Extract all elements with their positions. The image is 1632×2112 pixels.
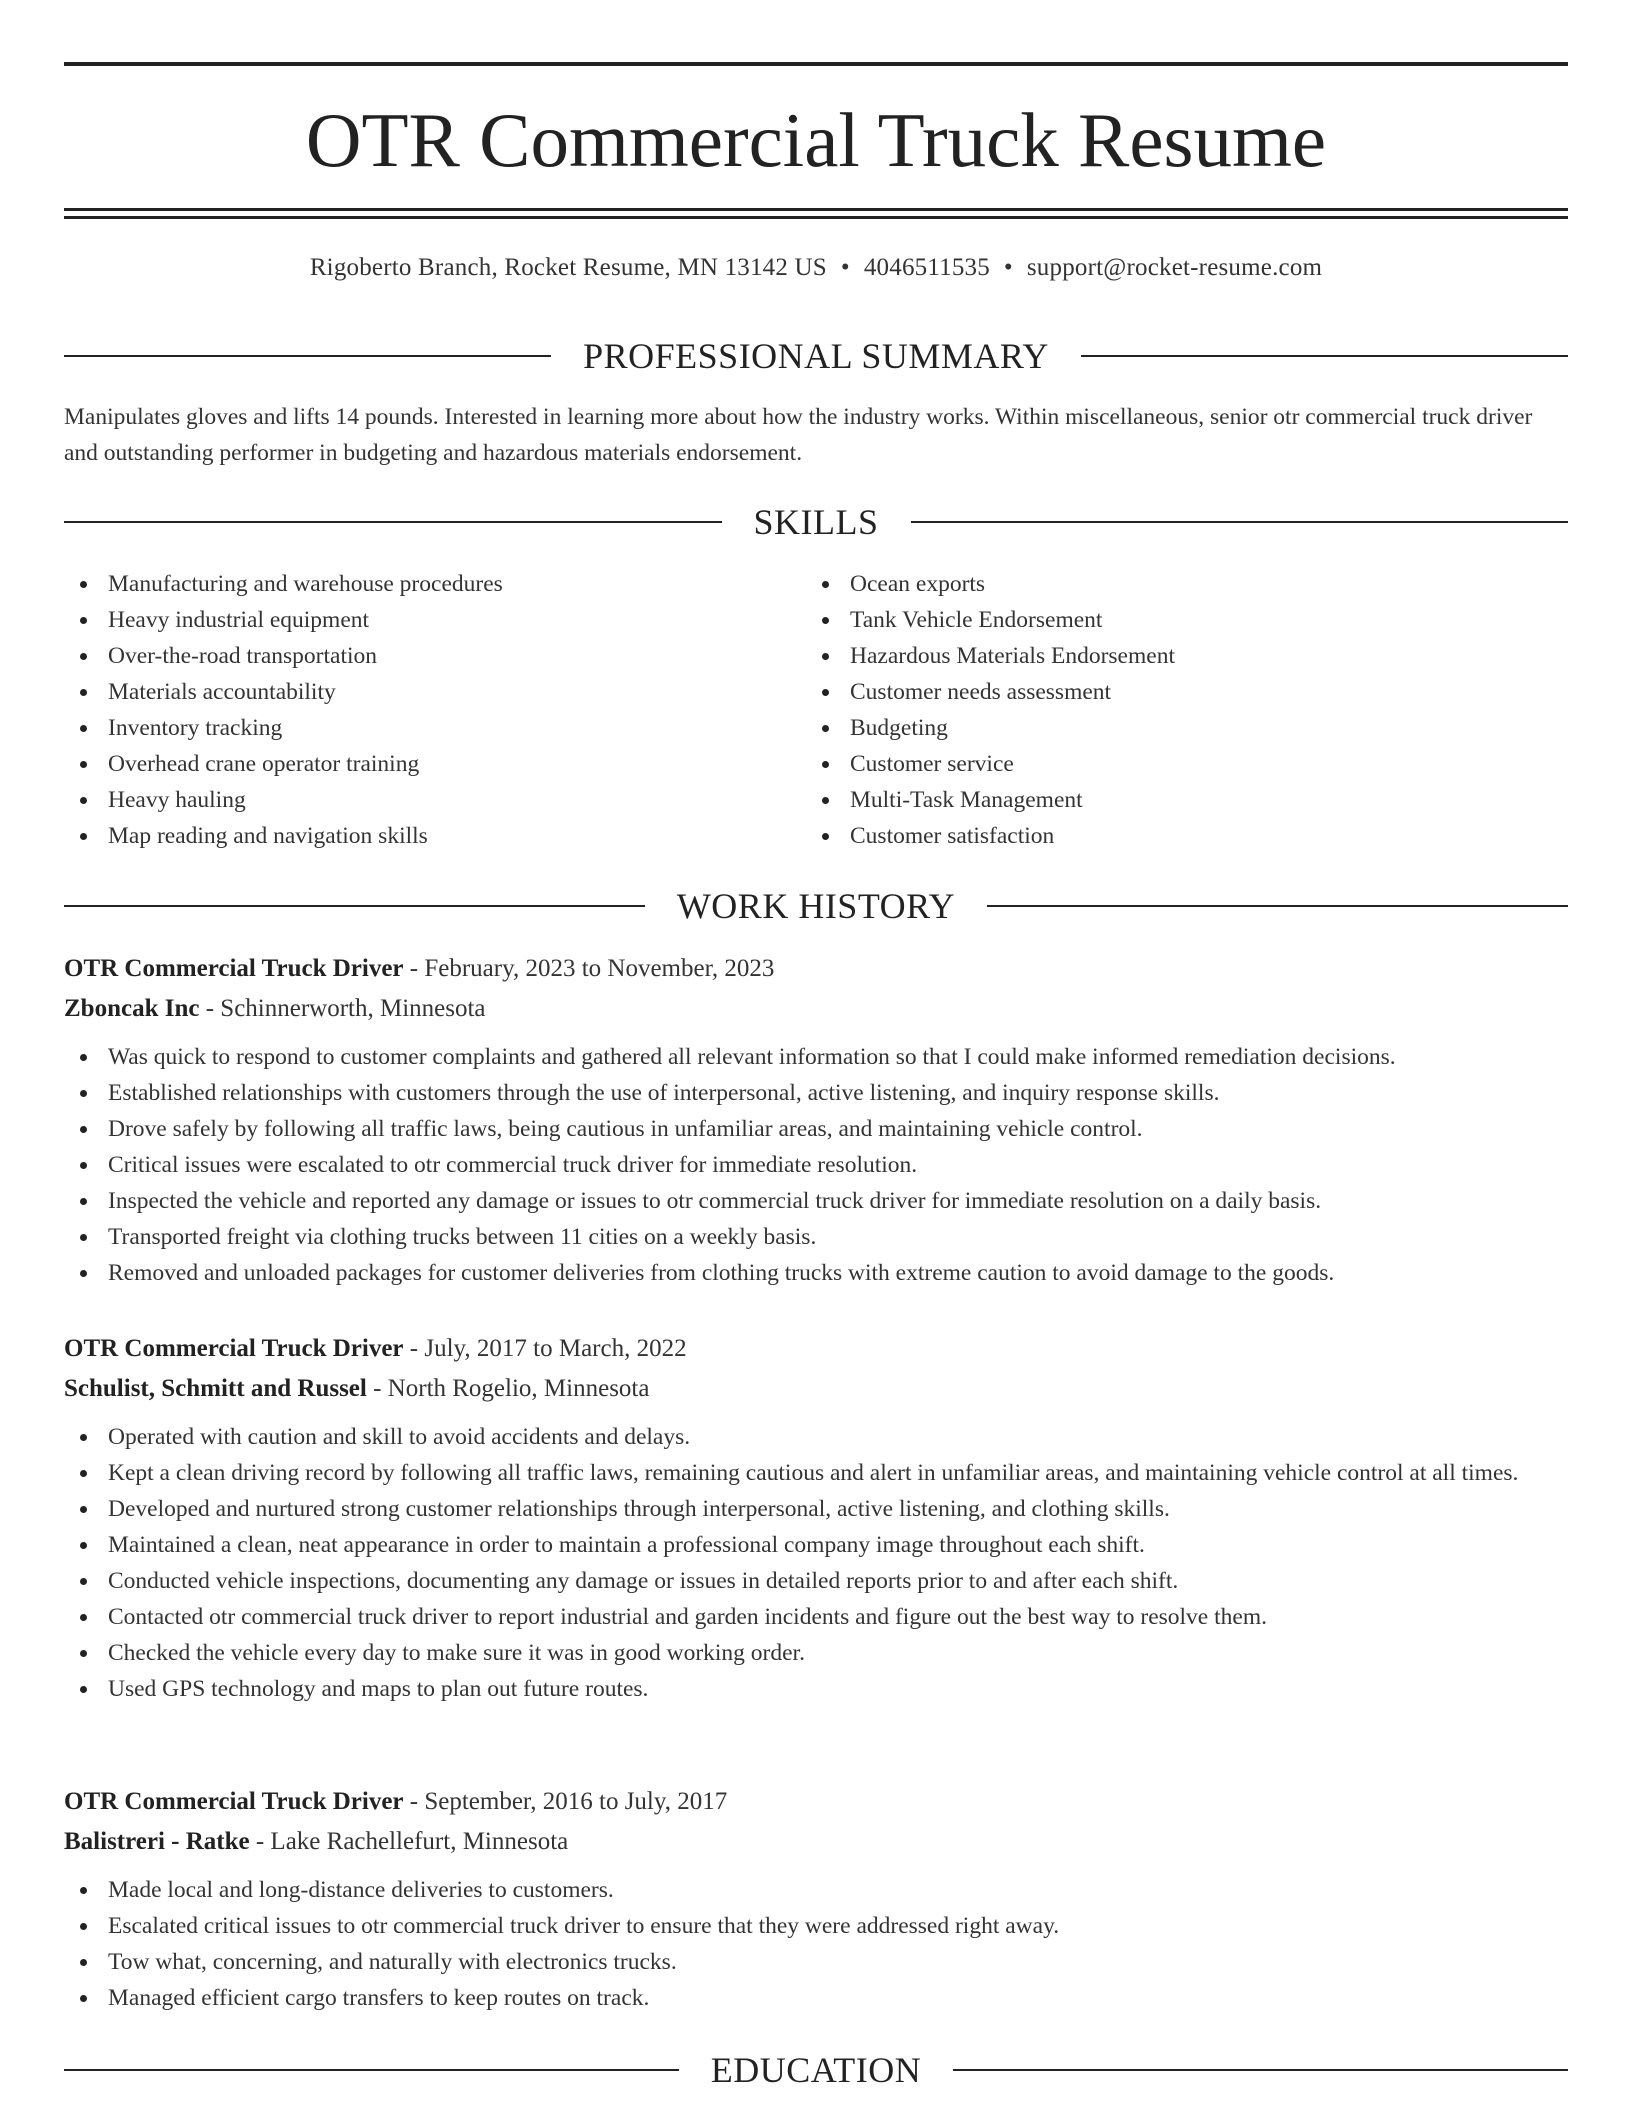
skill-item: Customer needs assessment (806, 674, 1566, 710)
contact-address: Rigoberto Branch, Rocket Resume, MN 13142 US (309, 254, 827, 281)
job-dates: - February, 2023 to November, 2023 (409, 955, 775, 982)
contact-separator: • (1003, 254, 1013, 281)
resume-title: OTR Commercial Truck Resume (305, 97, 1327, 183)
heading-rule (64, 521, 722, 523)
job-entry (64, 1782, 1568, 2016)
duty-item: Kept a clean driving record by following all traffic laws, remaining cautious and alert in unfamiliar areas, and maintaining vehicle control at all times. (64, 1455, 1568, 1491)
title-rule-lower (64, 216, 1568, 219)
job-header (64, 949, 1568, 989)
heading-rule (987, 905, 1568, 907)
job-employer (64, 989, 1568, 1029)
skill-item: Map reading and navigation skills (64, 818, 804, 854)
skill-item: Customer service (806, 746, 1566, 782)
company-name: Balistreri - Ratke (64, 1828, 250, 1855)
job-title: OTR Commercial Truck Driver (64, 955, 404, 982)
duty-item: Maintained a clean, neat appearance in order to maintain a professional company image throughout each shift. (64, 1527, 1568, 1563)
job-duties (64, 1872, 1568, 2016)
job-duties (64, 1039, 1568, 1291)
duty-item: Transported freight via clothing trucks between 11 cities on a weekly basis. (64, 1219, 1568, 1255)
job-location: - North Rogelio, Minnesota (373, 1375, 650, 1402)
skill-item: Heavy hauling (64, 782, 804, 818)
duty-item: Checked the vehicle every day to make sure it was in good working order. (64, 1635, 1568, 1671)
duty-item: Drove safely by following all traffic laws, being cautious in unfamiliar areas, and maintaining vehicle control. (64, 1111, 1568, 1147)
duty-item: Established relationships with customers through the use of interpersonal, active listening, and inquiry response skills. (64, 1075, 1568, 1111)
skill-item: Budgeting (806, 710, 1566, 746)
skills-list-right (806, 566, 1566, 854)
skill-item: Heavy industrial equipment (64, 602, 804, 638)
job-title: OTR Commercial Truck Driver (64, 1788, 404, 1815)
contact-email[interactable]: support@rocket-resume.com (1026, 254, 1323, 281)
skill-item: Over-the-road transportation (64, 638, 804, 674)
heading-rule (911, 521, 1569, 523)
heading-rule (64, 355, 551, 357)
section-heading-work-history (64, 884, 1568, 928)
duty-item: Inspected the vehicle and reported any damage or issues to otr commercial truck driver for immediate resolution on a daily basis. (64, 1183, 1568, 1219)
section-title: WORK HISTORY (676, 886, 956, 926)
contact-line (0, 252, 1632, 284)
skill-item: Tank Vehicle Endorsement (806, 602, 1566, 638)
skill-item: Multi-Task Management (806, 782, 1566, 818)
title-rule-upper (64, 208, 1568, 211)
skill-item: Materials accountability (64, 674, 804, 710)
job-entry (64, 1329, 1568, 1707)
job-duties (64, 1419, 1568, 1707)
duty-item: Removed and unloaded packages for customer deliveries from clothing trucks with extreme caution to avoid damage to the goods. (64, 1255, 1568, 1291)
company-name: Zboncak Inc (64, 995, 200, 1022)
duty-item: Developed and nurtured strong customer relationships through interpersonal, active listening, and clothing skills. (64, 1491, 1568, 1527)
duty-item: Tow what, concerning, and naturally with electronics trucks. (64, 1944, 1568, 1980)
duty-item: Conducted vehicle inspections, documenting any damage or issues in detailed reports prior to and after each shift. (64, 1563, 1568, 1599)
section-heading-summary (64, 334, 1568, 378)
heading-rule (64, 2069, 679, 2071)
job-location: - Lake Rachellefurt, Minnesota (255, 1828, 569, 1855)
duty-item: Was quick to respond to customer complaints and gathered all relevant information so that I could make informed remediation decisions. (64, 1039, 1568, 1075)
contact-phone: 4046511535 (863, 254, 990, 281)
duty-item: Used GPS technology and maps to plan out future routes. (64, 1671, 1568, 1707)
heading-rule (1081, 355, 1568, 357)
job-header (64, 1329, 1568, 1369)
section-heading-skills (64, 500, 1568, 544)
skill-item: Manufacturing and warehouse procedures (64, 566, 804, 602)
company-name: Schulist, Schmitt and Russel (64, 1375, 367, 1402)
skill-item: Inventory tracking (64, 710, 804, 746)
section-title: EDUCATION (710, 2050, 922, 2090)
job-header (64, 1782, 1568, 1822)
duty-item: Made local and long-distance deliveries to customers. (64, 1872, 1568, 1908)
skill-item: Overhead crane operator training (64, 746, 804, 782)
skill-item: Customer satisfaction (806, 818, 1566, 854)
job-employer (64, 1369, 1568, 1409)
skill-item: Hazardous Materials Endorsement (806, 638, 1566, 674)
duty-item: Contacted otr commercial truck driver to report industrial and garden incidents and figure out the best way to resolve them. (64, 1599, 1568, 1635)
duty-item: Managed efficient cargo transfers to keep routes on track. (64, 1980, 1568, 2016)
summary-text: Manipulates gloves and lifts 14 pounds. Interested in learning more about how the industry works. Within miscellaneous, senior otr commercial truck driver and outstanding performer in budgeting and hazardous materials endorsement. (64, 404, 1533, 466)
job-entry (64, 949, 1568, 1291)
skills-list-left (64, 566, 804, 854)
duty-item: Escalated critical issues to otr commercial truck driver to ensure that they were addressed right away. (64, 1908, 1568, 1944)
heading-rule (64, 905, 645, 907)
section-title: SKILLS (753, 502, 879, 542)
heading-rule (953, 2069, 1568, 2071)
job-dates: - September, 2016 to July, 2017 (409, 1788, 728, 1815)
contact-separator: • (840, 254, 850, 281)
section-heading-education (64, 2048, 1568, 2092)
duty-item: Operated with caution and skill to avoid accidents and delays. (64, 1419, 1568, 1455)
job-title: OTR Commercial Truck Driver (64, 1335, 404, 1362)
top-rule (64, 62, 1568, 66)
skill-item: Ocean exports (806, 566, 1566, 602)
job-location: - Schinnerworth, Minnesota (205, 995, 486, 1022)
job-dates: - July, 2017 to March, 2022 (409, 1335, 687, 1362)
duty-item: Critical issues were escalated to otr commercial truck driver for immediate resolution. (64, 1147, 1568, 1183)
section-title: PROFESSIONAL SUMMARY (583, 336, 1049, 376)
job-employer (64, 1822, 1568, 1862)
